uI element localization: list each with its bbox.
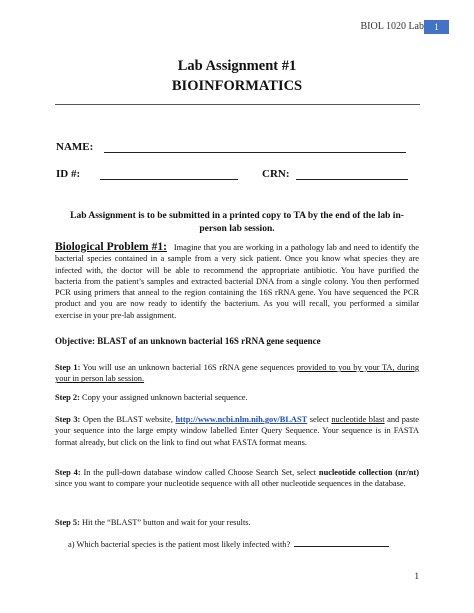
- step-4-text-a: In the pull-down database window called Choose Search Set, select: [80, 468, 319, 477]
- step-1-underlined: provided to you by your TA, during your in person lab session.: [55, 363, 420, 384]
- step-3: [55, 414, 419, 448]
- header-page-badge: 1: [424, 20, 449, 34]
- step-1-text: You will use an unknown bacterial 16S rRNA gene sequences: [80, 363, 297, 372]
- step-2: [55, 392, 419, 403]
- question-a-text: a) Which bacterial species is the patient most likely infected with?: [68, 540, 291, 549]
- name-blank[interactable]: [104, 152, 406, 153]
- step-3-label: Step 3:: [55, 415, 81, 424]
- id-label: ID #:: [56, 168, 81, 180]
- step-4-label: Step 4:: [55, 468, 81, 477]
- biological-problem: [55, 242, 419, 321]
- problem-body: Imagine that you are working in a pathology lab and need to identify the bacterial species contained in a sample from a very sick patient. Once you know what species they are infected with, the doctor will be able to recommend the appropriate antibiotic. You have purified the bacteria from the patient’s samples and extracted bacterial DNA from a single colony. You then performed PCR using primers that anneal to the region containing the 16S rRNA gene. You have sequenced the PCR product and you are now ready to identify the bacterium. As you will recall, you performed a similar exercise in your pre-lab assignment.: [55, 243, 419, 320]
- assignment-subtitle: BIOINFORMATICS: [171, 78, 303, 94]
- blast-link[interactable]: http://www.ncbi.nlm.nih.gov/BLAST: [175, 415, 308, 424]
- step-3-underlined: nucleotide blast: [331, 415, 385, 424]
- step-2-label: Step 2:: [55, 393, 80, 402]
- objective: Objective: BLAST of an unknown bacterial 16S rRNA gene sequence: [55, 336, 321, 346]
- crn-label: CRN:: [262, 168, 290, 180]
- step-4-text-b: since you want to compare your nucleotide sequence with all other nucleotide sequences in the database.: [55, 479, 406, 489]
- step-3-text-b: select: [307, 415, 332, 424]
- step-1: [55, 362, 419, 385]
- name-label: NAME:: [56, 141, 94, 153]
- id-blank[interactable]: [100, 179, 238, 180]
- step-3-text-a: Open the BLAST website,: [80, 415, 176, 424]
- submission-note: Lab Assignment is to be submitted in a printed copy to TA by the end of the lab in-person lab session.: [70, 211, 404, 234]
- step-5-text: Hit the “BLAST” button and wait for your results.: [79, 518, 251, 527]
- question-a: [68, 538, 418, 550]
- question-a-answer-blank[interactable]: [294, 538, 389, 547]
- step-4: [55, 467, 419, 490]
- step-2-text: Copy your assigned unknown bacterial sequence.: [79, 393, 248, 402]
- footer-page-number: 1: [414, 571, 419, 581]
- problem-heading: Biological Problem #1:: [55, 241, 167, 253]
- step-5: [55, 517, 419, 528]
- step-5-label: Step 5:: [55, 518, 80, 527]
- crn-blank[interactable]: [296, 179, 408, 180]
- step-1-label: Step 1:: [55, 363, 81, 372]
- step-4-bold: nucleotide collection (nr/nt): [318, 468, 419, 477]
- title-divider: [55, 104, 420, 105]
- header-course: BIOL 1020 Lab: [360, 21, 424, 32]
- step-3-text-c: and paste your sequence into the large empty window labelled Enter Query Sequence. Your sequence is in FASTA format already, but click on the link to find out what FASTA format means.: [55, 415, 419, 447]
- assignment-title: Lab Assignment #1: [177, 58, 297, 74]
